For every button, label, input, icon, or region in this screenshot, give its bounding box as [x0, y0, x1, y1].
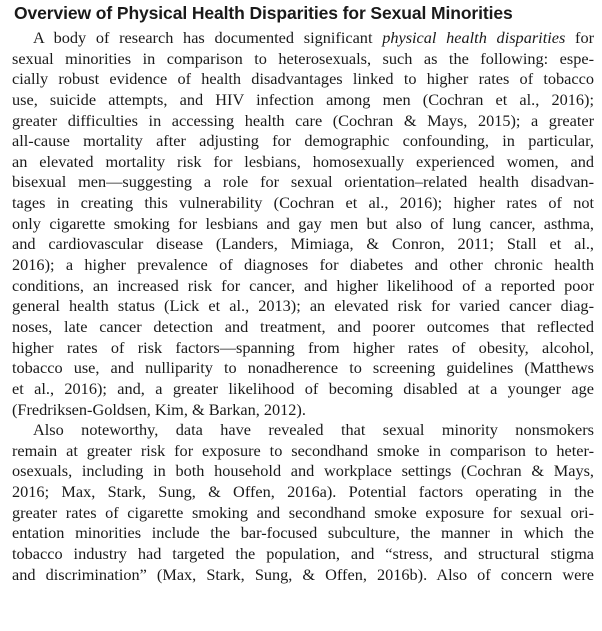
text-line [12, 276, 594, 297]
text-line [12, 90, 594, 111]
text-line [12, 296, 594, 317]
line-text: tages in creating this vulnerability (Cochran et al., 2016); higher rates of not [12, 193, 594, 213]
text-line [12, 565, 594, 586]
text-line [12, 49, 594, 70]
line-text: greater difficulties in accessing health care (Cochran & Mays, 2015); a greater [12, 110, 594, 130]
text-line [12, 461, 594, 482]
paragraph [12, 28, 594, 420]
body-text [12, 28, 594, 585]
line-text: use, suicide attempts, and HIV infection among men (Cochran et al., 2016); [12, 89, 594, 109]
text-line [12, 28, 594, 49]
text-line [12, 482, 594, 503]
text-line [12, 69, 594, 90]
line-text: sexual minorities in comparison to heterosexuals, such as the following: espe- [12, 48, 594, 68]
text-line [12, 255, 594, 276]
line-text: bisexual men—suggesting a role for sexual orientation–related health disadvan- [12, 172, 594, 192]
line-text: tobacco industry had targeted the population, and “stress, and structural stigma [12, 544, 594, 564]
text-line [12, 172, 594, 193]
text-line [12, 193, 594, 214]
text-line [12, 420, 594, 441]
line-text: 2016; Max, Stark, Sung, & Offen, 2016a). Potential factors operating in the [12, 482, 594, 502]
document-page [12, 0, 594, 585]
emphasized-text: physical health disparities [382, 28, 566, 47]
text-line [12, 503, 594, 524]
line-text: noses, late cancer detection and treatment, and poorer outcomes that reflected [12, 316, 594, 336]
line-text: 2016); a higher prevalence of diagnoses for diabetes and other chronic health [12, 255, 594, 275]
text-line [12, 214, 594, 235]
text-line [12, 523, 594, 544]
line-text-after: for [565, 28, 594, 47]
line-text: an elevated mortality risk for lesbians, homosexually experienced women, and [12, 151, 594, 171]
line-text: all-cause mortality after adjusting for demographic confounding, in particular, [12, 131, 594, 151]
text-line [12, 379, 594, 400]
text-line [12, 358, 594, 379]
line-text: conditions, an increased risk for cancer, and higher likelihood of a reported poor [12, 275, 594, 295]
text-line [12, 338, 594, 359]
line-text: only cigarette smoking for lesbians and gay men but also of lung cancer, asthma, [12, 213, 594, 233]
text-line [12, 111, 594, 132]
line-text: and cardiovascular disease (Landers, Mimiaga, & Conron, 2011; Stall et al., [12, 234, 594, 254]
line-text: A body of research has documented significant [33, 28, 383, 47]
line-text: Also noteworthy, data have revealed that sexual minority nonsmokers [33, 420, 594, 440]
paragraph [12, 420, 594, 585]
text-line [12, 544, 594, 565]
text-line [12, 400, 594, 421]
line-text: greater rates of cigarette smoking and secondhand smoke exposure for sexual ori- [12, 502, 594, 522]
line-text: remain at greater risk for exposure to secondhand smoke in comparison to heter- [12, 440, 594, 460]
text-line [12, 131, 594, 152]
line-text: osexuals, including in both household and workplace settings (Cochran & Mays, [12, 461, 594, 481]
line-text: general health status (Lick et al., 2013); an elevated risk for varied cancer diag- [12, 296, 594, 316]
line-text: cially robust evidence of health disadvantages linked to higher rates of tobacco [12, 69, 594, 89]
line-text: entation minorities include the bar-focused subculture, the manner in which the [12, 523, 594, 543]
line-text: et al., 2016); and, a greater likelihood of becoming disabled at a younger age [12, 378, 594, 398]
line-text: higher rates of risk factors—spanning from higher rates of obesity, alcohol, [12, 337, 594, 357]
text-line [12, 441, 594, 462]
text-line [12, 234, 594, 255]
section-heading: Overview of Physical Health Disparities for Sexual Minorities [14, 3, 513, 23]
text-line [12, 152, 594, 173]
line-text: (Fredriksen-Goldsen, Kim, & Barkan, 2012). [12, 399, 306, 419]
text-line [12, 317, 594, 338]
line-text: tobacco use, and nulliparity to nonadherence to screening guidelines (Matthews [12, 358, 594, 378]
line-text: and discrimination” (Max, Stark, Sung, & Offen, 2016b). Also of concern were [12, 564, 594, 584]
